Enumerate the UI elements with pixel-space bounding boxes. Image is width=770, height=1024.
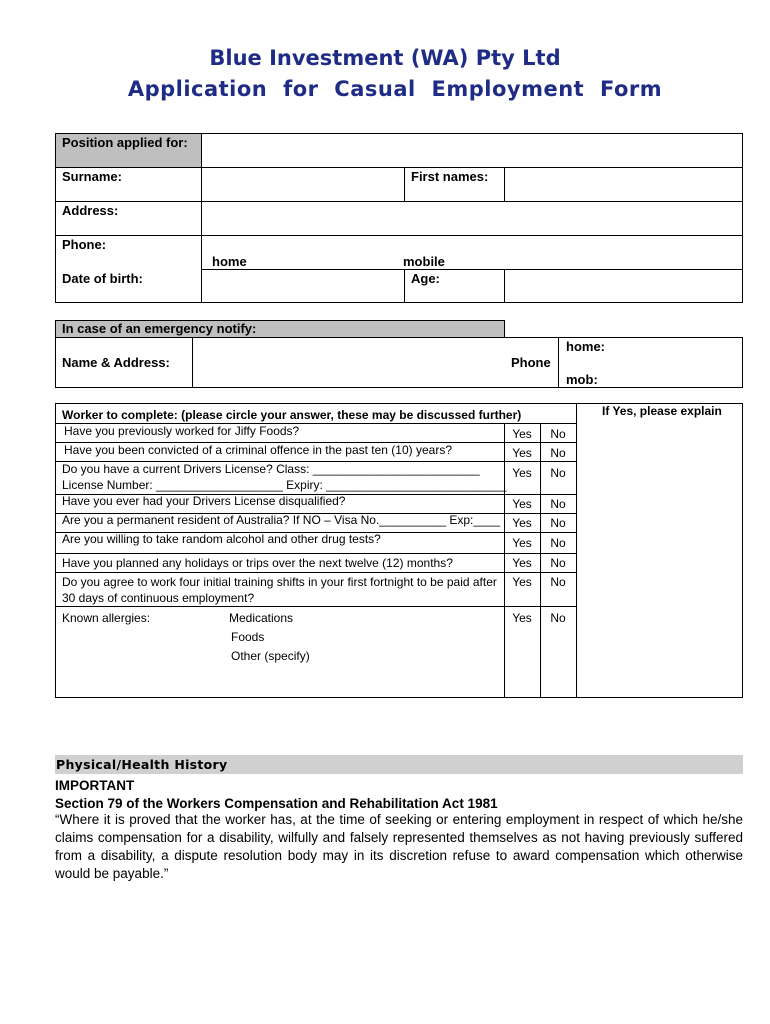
yes-option[interactable]: Yes (512, 611, 532, 625)
surname-label: Surname: (62, 169, 122, 184)
explain-field[interactable] (578, 422, 742, 697)
yes-option[interactable]: Yes (512, 556, 532, 570)
no-option[interactable]: No (550, 427, 566, 441)
compensation-quote: “Where it is proved that the worker has, at the time of seeking or entering employment in respect of which he/she claims compensation for a disability, wilfully and falsely represented themselves as not having previously suffered from a disability, a dispute resolution body may in its discretion refuse to award compensation which otherwise would be payable.” (55, 812, 743, 881)
emergency-name-address-field[interactable] (194, 339, 494, 386)
phone-field[interactable] (203, 237, 741, 268)
question-holidays: Have you planned any holidays or trips over the next twelve (12) months? (62, 556, 453, 570)
first-names-label: First names: (411, 169, 489, 184)
address-field[interactable] (203, 203, 741, 234)
yes-option[interactable]: Yes (512, 446, 532, 460)
no-option[interactable]: No (550, 556, 566, 570)
phone-home-label: home (212, 254, 247, 269)
age-field[interactable] (506, 271, 741, 302)
question-license-disqualified: Have you ever had your Drivers License disqualified? (62, 494, 346, 508)
phone-label: Phone: (62, 237, 107, 252)
no-option[interactable]: No (550, 611, 566, 625)
allergy-other: Other (specify) (231, 649, 310, 663)
allergies-label: Known allergies: (62, 611, 151, 625)
yes-option[interactable]: Yes (512, 466, 532, 480)
question-drivers-license: Do you have a current Drivers License? Class: _________________________ (62, 462, 480, 476)
question-training-shifts: Do you agree to work four initial training shifts in your first fortnight to be paid after (62, 575, 497, 589)
phone-mobile-label: mobile (403, 254, 445, 269)
allergy-foods: Foods (231, 630, 265, 644)
allergy-medications: Medications (229, 611, 294, 625)
surname-field[interactable] (203, 169, 403, 200)
yes-option[interactable]: Yes (512, 575, 532, 589)
first-names-field[interactable] (506, 169, 741, 200)
question-permanent-resident: Are you a permanent resident of Australia? If NO – Visa No.__________ Exp:____ (62, 513, 501, 527)
yes-option[interactable]: Yes (512, 536, 532, 550)
emergency-header: In case of an emergency notify: (62, 321, 257, 336)
no-option[interactable]: No (550, 466, 566, 480)
explain-header: If Yes, please explain (602, 404, 722, 418)
no-option[interactable]: No (550, 575, 566, 589)
question-training-shifts-line2: 30 days of continuous employment? (62, 591, 255, 605)
question-previous-work: Have you previously worked for Jiffy Foods? (64, 424, 300, 438)
dob-field[interactable] (203, 271, 403, 302)
emergency-phone-field[interactable] (610, 339, 740, 386)
worker-header: Worker to complete: (please circle your answer, these may be discussed further) (62, 408, 522, 422)
emergency-mob-label: mob: (566, 372, 598, 387)
position-label: Position applied for: (62, 135, 188, 150)
age-label: Age: (411, 271, 440, 286)
yes-option[interactable]: Yes (512, 427, 532, 441)
section-title: Section 79 of the Workers Compensation and Rehabilitation Act 1981 (55, 796, 498, 811)
question-drug-tests: Are you willing to take random alcohol and other drug tests? (62, 532, 381, 546)
form-title: Application for Casual Employment Form (127, 77, 663, 101)
no-option[interactable]: No (550, 497, 566, 511)
question-license-number: License Number: ___________________ Expiry: ___________________________ (62, 478, 507, 492)
position-field[interactable] (203, 135, 741, 166)
no-option[interactable]: No (550, 446, 566, 460)
emergency-home-label: home: (566, 339, 605, 354)
question-criminal-offence: Have you been convicted of a criminal offence in the past ten (10) years? (64, 443, 453, 457)
emergency-phone-label: Phone (511, 355, 551, 370)
health-header: Physical/Health History (56, 757, 228, 772)
important-label: IMPORTANT (55, 778, 135, 793)
no-option[interactable]: No (550, 536, 566, 550)
company-name: Blue Investment (WA) Pty Ltd (209, 46, 561, 70)
yes-option[interactable]: Yes (512, 497, 532, 511)
address-label: Address: (62, 203, 119, 218)
dob-label: Date of birth: (62, 271, 143, 286)
name-address-label: Name & Address: (62, 355, 170, 370)
yes-option[interactable]: Yes (512, 516, 532, 530)
no-option[interactable]: No (550, 516, 566, 530)
